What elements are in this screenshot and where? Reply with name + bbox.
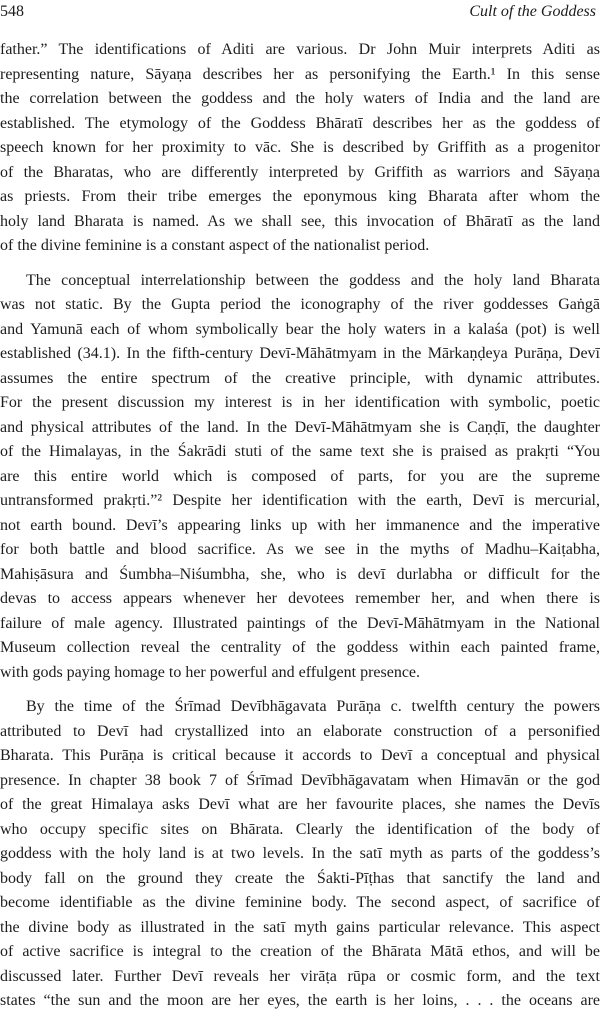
text-line: was not static. By the Gupta period the iconography of the river goddesses Gaṅgā	[0, 296, 600, 313]
text-line: Mahiṣāsura and Śumbha–Niśumbha, she, who is devī durlabha or difficult for the	[0, 565, 600, 583]
text-line: not earth bound. Devī’s appearing links up with her immanence and the imperative	[0, 516, 600, 534]
text-line: presence. In chapter 38 book 7 of Śrīmad Devībhāgavatam when Himavān or the god	[0, 771, 600, 789]
text-line: failure of male agency. Illustrated paintings of the Devī-Māhātmyam in the National	[0, 614, 600, 632]
text-line: the correlation between the goddess and the holy waters of India and the land are	[0, 90, 600, 107]
text-line: untransformed prakṛti.”² Despite her identification with the earth, Devī is mercurial,	[0, 492, 600, 509]
text-line: for both battle and blood sacrifice. As we see in the myths of Madhu–Kaiṭabha,	[0, 541, 600, 558]
text-line: become identifiable as the divine feminine body. The second aspect, of sacrifice of	[0, 894, 600, 911]
text-line: For the present discussion my interest is in her identification with symbolic, poetic	[0, 394, 600, 411]
text-line: discussed later. Further Devī reveals her virāṭa rūpa or cosmic form, and the text	[0, 967, 600, 985]
body-paragraph	[0, 695, 600, 1014]
text-line: The conceptual interrelationship between the goddess and the holy land Bharata	[26, 271, 600, 289]
text-line: as priests. From their tribe emerges the eponymous king Bharata after whom the	[0, 188, 600, 205]
text-line: attributed to Devī had crystallized into an elaborate construction of a personified	[0, 722, 600, 740]
text-line: the divine body as illustrated in the satī myth gains particular relevance. This aspect	[0, 918, 600, 936]
text-line: and Yamunā each of whom symbolically bear the holy waters in a kalaśa (pot) is well	[0, 320, 600, 338]
text-line: states “the sun and the moon are her eyes, the earth is her loins, . . . the oceans are	[0, 992, 600, 1009]
text-line: of the Bharatas, who are differently interpreted by Griffith as warriors and Sāyaṇa	[0, 163, 600, 181]
text-line: who occupy specific sites on Bhārata. Clearly the identification of the body of	[0, 820, 600, 838]
text-line: and physical attributes of the land. In the Devī-Māhātmyam she is Caṇḍī, the daughter	[0, 418, 600, 436]
page-number: 548	[0, 3, 24, 20]
text-line: representing nature, Sāyaṇa describes her as personifying the Earth.¹ In this sense	[0, 65, 600, 83]
text-line: father.” The identifications of Aditi are various. Dr John Muir interprets Aditi as	[0, 41, 600, 58]
text-line: Museum collection reveal the centrality of the goddess within each painted frame,	[0, 639, 600, 656]
body-paragraph	[0, 38, 600, 259]
text-line: speech known for her proximity to vāc. She is described by Griffith as a progenitor	[0, 139, 600, 156]
running-title: Cult of the Goddess	[469, 3, 596, 20]
text-line: of active sacrifice is integral to the creation of the Bhārata Mātā ethos, and will be	[0, 943, 600, 960]
text-line: of the Himalayas, in the Śakrādi stuti of the same text she is praised as prakṛti “You	[0, 443, 600, 460]
body-paragraph	[0, 269, 600, 686]
text-line: with gods paying homage to her powerful and effulgent presence.	[0, 663, 421, 681]
running-head	[0, 2, 600, 24]
text-line: assumes the entire spectrum of the creative principle, with dynamic attributes.	[0, 369, 600, 387]
text-line: goddess with the holy land is at two levels. In the satī myth as parts of the goddess’s	[0, 845, 600, 862]
text-line: are this entire world which is composed of parts, for you are the supreme	[0, 467, 600, 485]
text-line: of the great Himalaya asks Devī what are her favourite places, she names the Devīs	[0, 796, 600, 813]
text-line: established (34.1). In the fifth-century Devī-Māhātmyam in the Mārkaṇḍeya Purāṇa, Devī	[0, 345, 600, 362]
text-line: holy land Bharata is named. As we shall see, this invocation of Bhāratī as the land	[0, 212, 600, 230]
text-line: body fall on the ground they create the Śakti-Pīṭhas that sanctify the land and	[0, 869, 600, 887]
text-line: devas to access appears whenever her devotees remember her, and when there is	[0, 590, 600, 607]
body-text	[0, 38, 600, 1024]
text-line: Bharata. This Purāṇa is critical because it accords to Devī a conceptual and physical	[0, 747, 600, 764]
text-line: of the divine feminine is a constant aspect of the nationalist period.	[0, 237, 430, 254]
text-line: By the time of the Śrīmad Devībhāgavata Purāṇa c. twelfth century the powers	[26, 698, 600, 715]
text-line: established. The etymology of the Goddess Bhāratī describes her as the goddess of	[0, 114, 600, 132]
